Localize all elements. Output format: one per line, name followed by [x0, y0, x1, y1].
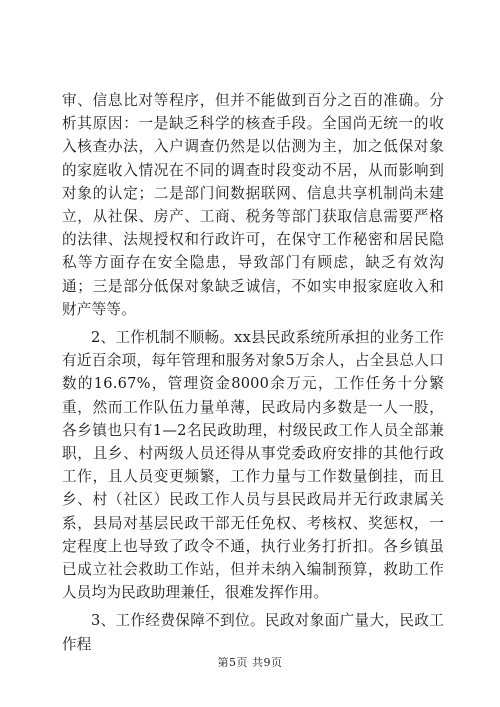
document-body: [62, 89, 444, 661]
page-number-footer: 第5页 共9页: [217, 656, 283, 669]
paragraph-work-mechanism: 2、工作机制不顺畅。xx县民政系统所承担的业务工作有近百余项，每年管理和服务对象5万余人，占全县总人口数的16.67%，管理资金8000余万元，工作任务十分繁重，然而工作队伍力量单薄，民政局内多数是一人一股，各乡镇也只有1—2名民政助理，村级民政工作人员全部兼职，且乡、村两级人员还得从事党委政府安排的其他行政工作，且人员变更频繁，工作力量与工作数量倒挂，而且乡、村（社区）民政工作人员与县民政局并无行政隶属关系，县局对基层民政干部无任免权、考核权、奖惩权，一定程度上也导致了政令不通，执行业务打折扣。各乡镇虽已成立社会救助工作站，但并未纳入编制预算，救助工作人员均为民政助理兼任，很难发挥作用。: [62, 329, 444, 602]
paragraph-funding: 3、工作经费保障不到位。民政对象面广量大，民政工作程: [62, 612, 444, 653]
paragraph-analysis: 审、信息比对等程序，但并不能做到百分之百的准确。分析其原因：一是缺乏科学的核查手段。全国尚无统一的收入核查办法，入户调查仍然是以估测为主，加之低保对象的家庭收入情况在不同的调查时段变动不居，从而影响到对象的认定；二是部门间数据联网、信息共享机制尚未建立，从社保、房产、工商、税务等部门获取信息需要严格的法律、法规授权和行政许可，在保守工作秘密和居民隐私等方面存在安全隐患，导致部门有顾虑，缺乏有效沟通；三是部分低保对象缺乏诚信，不如实申报家庭收入和财产等等。: [62, 92, 444, 318]
